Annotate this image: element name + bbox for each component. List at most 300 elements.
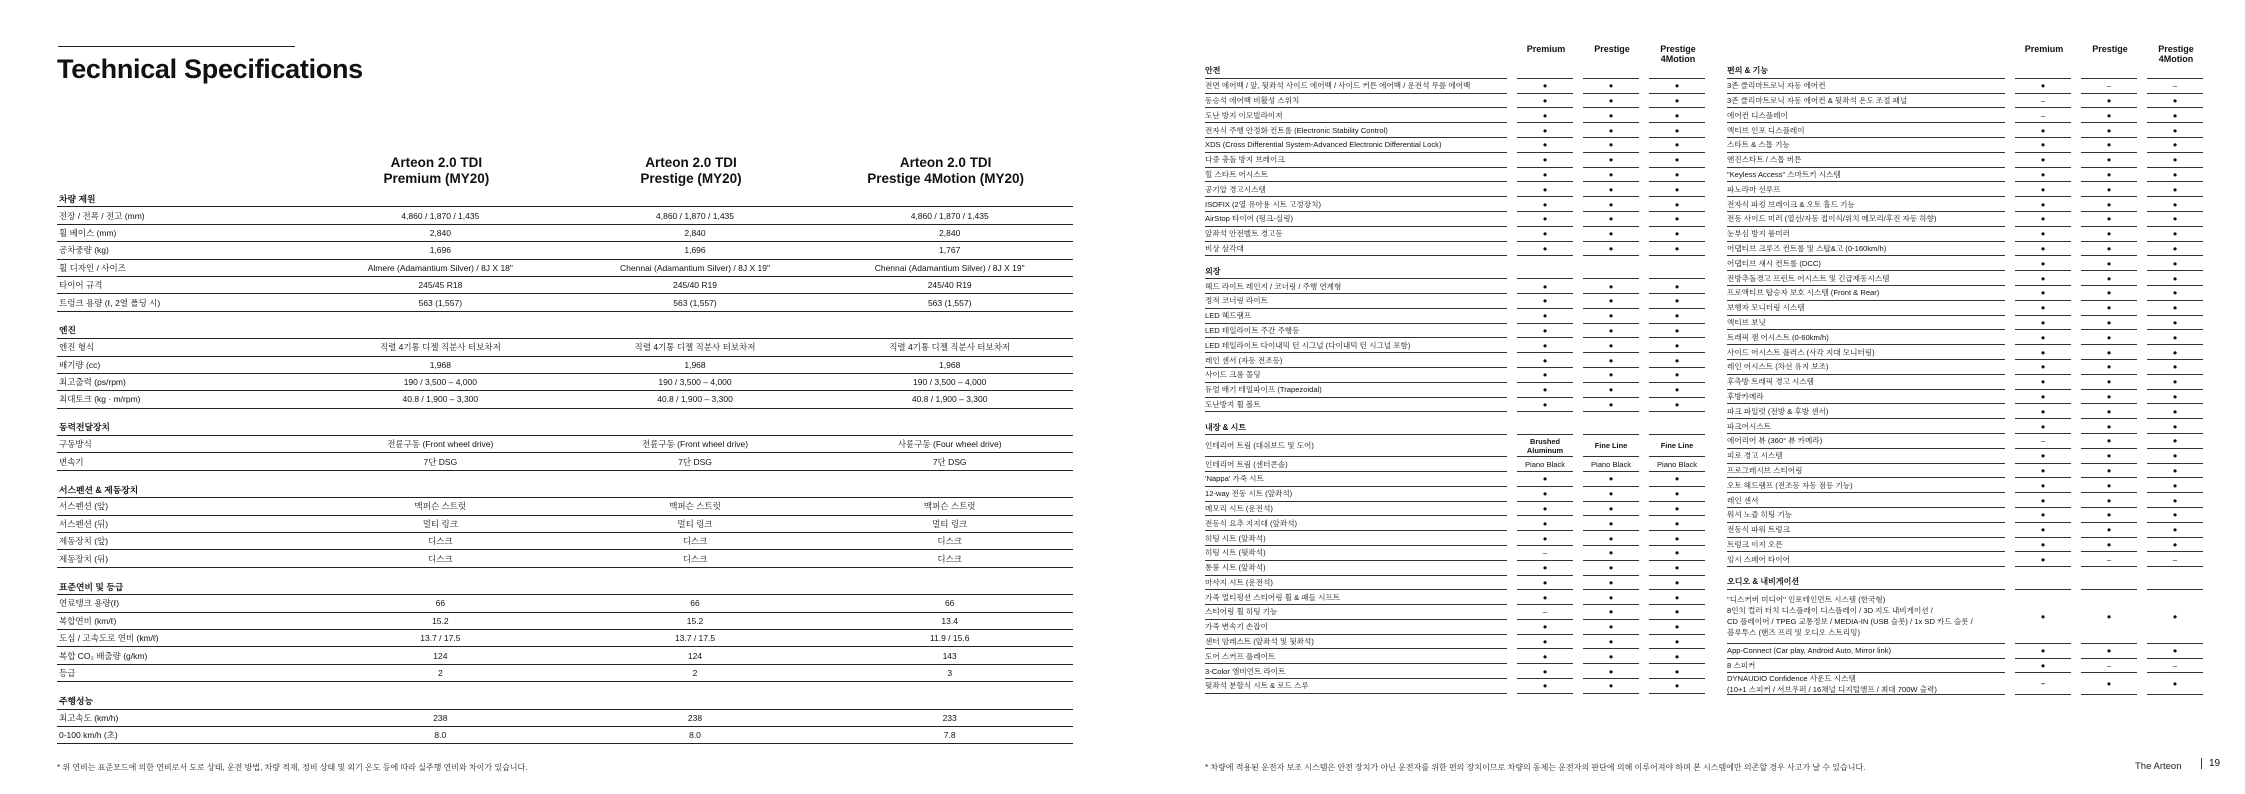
- spec-value: 40.8 / 1,900 – 3,300: [911, 394, 988, 405]
- spec-value: 245/40 R19: [927, 280, 972, 291]
- spec-row: [57, 277, 1073, 294]
- equipment-row: [1727, 590, 2205, 644]
- equipment-row: [1205, 472, 1707, 487]
- equipment-availability: ●: [2147, 478, 2203, 493]
- equipment-availability: Fine Line: [1649, 435, 1705, 457]
- equipment-availability: Piano Black: [1517, 457, 1573, 472]
- equipment-availability: ●: [1583, 309, 1639, 324]
- spec-value: 디스크: [428, 553, 453, 564]
- equipment-availability: ●: [1583, 383, 1639, 398]
- spec-row: [57, 294, 1073, 311]
- equipment-availability: ●: [2081, 138, 2137, 153]
- equipment-availability: ●: [2015, 523, 2071, 538]
- spec-row: [57, 550, 1073, 567]
- spec-value: 563 (1,557): [927, 297, 972, 308]
- equipment-availability: ●: [2081, 345, 2137, 360]
- equipment-availability: ●: [1649, 353, 1705, 368]
- equipment-availability: ●: [1649, 108, 1705, 123]
- equipment-row: [1205, 338, 1707, 353]
- equipment-availability: ●: [1649, 94, 1705, 109]
- equipment-row: [1727, 434, 2205, 449]
- equipment-availability: ●: [1583, 279, 1639, 294]
- equipment-label: 마사지 시트 (운전석): [1205, 576, 1507, 591]
- equipment-label: LED 테일라이트 주간 주행등: [1205, 324, 1507, 339]
- equipment-availability: ●: [2147, 256, 2203, 271]
- equipment-availability: ●: [1649, 590, 1705, 605]
- spec-row: [57, 630, 1073, 647]
- spec-value: 66: [944, 598, 955, 609]
- spec-section-title: 차량 제원: [59, 193, 96, 204]
- spec-value: 8.0: [689, 730, 701, 741]
- equipment-label: 스티어링 휠 히팅 기능: [1205, 605, 1507, 620]
- equipment-row: [1727, 227, 2205, 242]
- equipment-availability: ●: [1583, 531, 1639, 546]
- equipment-availability: ●: [1517, 398, 1573, 413]
- equipment-availability: ●: [2147, 108, 2203, 123]
- spec-value: 7단 DSG: [423, 456, 458, 467]
- equipment-availability: ●: [2147, 508, 2203, 523]
- equipment-availability: ●: [2081, 94, 2137, 109]
- equipment-label: 스타트 & 스톱 기능: [1727, 138, 2005, 153]
- equipment-label: 후방카메라: [1727, 390, 2005, 405]
- equipment-availability: ●: [1649, 197, 1705, 212]
- equipment-row: [1727, 464, 2205, 479]
- equipment-availability: ●: [2081, 464, 2137, 479]
- equipment-availability: ●: [1583, 664, 1639, 679]
- equipment-availability: ●: [1583, 94, 1639, 109]
- equipment-availability: ●: [2081, 434, 2137, 449]
- spec-value: 124: [687, 650, 703, 661]
- equipment-availability: ●: [2015, 538, 2071, 553]
- spec-value: 238: [433, 712, 448, 723]
- equipment-row: [1205, 108, 1707, 123]
- equipment-availability: ●: [1649, 561, 1705, 576]
- equipment-availability: Brushed Aluminum: [1517, 435, 1573, 457]
- equipment-row: [1727, 212, 2205, 227]
- equipment-availability: ●: [2147, 212, 2203, 227]
- equipment-section-title: 내장 & 시트: [1205, 420, 1507, 435]
- spec-row-label: 제동장치 (앞): [59, 536, 109, 547]
- equipment-availability: ●: [1583, 546, 1639, 561]
- equipment-availability: ●: [1583, 620, 1639, 635]
- equipment-availability: [2147, 64, 2203, 79]
- equipment-row: [1727, 644, 2205, 659]
- equipment-availability: ●: [2015, 227, 2071, 242]
- equipment-availability: ●: [2147, 316, 2203, 331]
- equipment-availability: [2147, 575, 2203, 590]
- spec-row-label: 엔진 형식: [59, 342, 95, 353]
- spec-row-label: 0-100 km/h (초): [59, 730, 118, 741]
- equipment-availability: ●: [1649, 472, 1705, 487]
- spec-row-label: 변속기: [59, 456, 84, 467]
- equipment-availability: ●: [1517, 108, 1573, 123]
- equipment-availability: ●: [2081, 673, 2137, 695]
- equipment-availability: ●: [1517, 472, 1573, 487]
- equipment-label: 레인 센서: [1727, 493, 2005, 508]
- equipment-availability: ●: [1517, 679, 1573, 694]
- spec-row: [57, 727, 1073, 744]
- equipment-availability: ●: [1649, 546, 1705, 561]
- equipment-row: [1727, 94, 2205, 109]
- spec-row-label: 전장 / 전폭 / 전고 (mm): [59, 210, 145, 221]
- equipment-availability: ●: [2015, 79, 2071, 94]
- equipment-label: 에어컨 디스플레이: [1727, 108, 2005, 123]
- spec-row: [57, 374, 1073, 391]
- spec-value: 3: [947, 667, 953, 678]
- equipment-label: 가죽 멀티펑션 스티어링 휠 & 패들 시프트: [1205, 590, 1507, 605]
- equipment-availability: ●: [1649, 398, 1705, 413]
- equipment-section-title: 편의 & 기능: [1727, 64, 2005, 79]
- spec-value: 7단 DSG: [678, 456, 712, 467]
- equipment-label: 3존 클리마트로닉 자동 에어컨 & 뒷좌석 온도 조절 패널: [1727, 94, 2005, 109]
- equipment-availability: ●: [1583, 108, 1639, 123]
- equipment-availability: ●: [2147, 153, 2203, 168]
- equipment-availability: ●: [2081, 123, 2137, 138]
- equipment-availability: ●: [2147, 673, 2203, 695]
- equipment-availability: [1517, 420, 1573, 435]
- equipment-availability: ●: [1517, 324, 1573, 339]
- equipment-label: 동승석 에어백 비활성 스위치: [1205, 94, 1507, 109]
- equipment-label: 다중 충돌 방지 브레이크: [1205, 153, 1507, 168]
- equipment-row: [1205, 664, 1707, 679]
- spec-value: 66: [435, 598, 446, 609]
- equipment-availability: –: [2015, 94, 2071, 109]
- equipment-label: 도어 스커프 플레이트: [1205, 649, 1507, 664]
- equipment-label: XDS (Cross Differential System-Advanced Electronic Differential Lock): [1205, 138, 1507, 153]
- equipment-availability: [1583, 264, 1639, 279]
- equipment-availability: ●: [1517, 531, 1573, 546]
- equipment-availability: ●: [2081, 197, 2137, 212]
- equipment-availability: ●: [1583, 79, 1639, 94]
- equipment-label: 워셔 노즐 히팅 기능: [1727, 508, 2005, 523]
- spec-value: 사륜구동 (Four wheel drive): [897, 439, 1002, 450]
- equipment-label: 프로그레시브 스티어링: [1727, 464, 2005, 479]
- spec-row: [57, 225, 1073, 242]
- equipment-availability: –: [1517, 546, 1573, 561]
- spec-row-label: 최고출력 (ps/rpm): [59, 377, 126, 388]
- spec-value: 1,767: [939, 245, 961, 256]
- equipment-availability: ●: [2015, 390, 2071, 405]
- spec-body: [57, 190, 1073, 744]
- equipment-row: [1205, 561, 1707, 576]
- equipment-availability: ●: [1517, 94, 1573, 109]
- equipment-availability: ●: [1583, 338, 1639, 353]
- equipment-label: 3-Color 앰비언트 라이트: [1205, 664, 1507, 679]
- equipment-availability: ●: [2015, 330, 2071, 345]
- equipment-availability: ●: [1649, 576, 1705, 591]
- equipment-section-title: 외장: [1205, 264, 1507, 279]
- equipment-availability: [1517, 64, 1573, 79]
- equipment-availability: ●: [1583, 679, 1639, 694]
- spec-row-label: 복합연비 (km/ℓ): [59, 615, 117, 626]
- equipment-row: [1727, 449, 2205, 464]
- spec-row: [57, 357, 1073, 374]
- equipment-availability: ●: [2015, 123, 2071, 138]
- spec-row-label: 타이어 규격: [59, 280, 103, 291]
- spec-value: 15.2: [686, 615, 704, 626]
- equipment-availability: ●: [1583, 197, 1639, 212]
- section-gap: [57, 682, 1073, 692]
- equipment-section-title: 오디오 & 내비게이션: [1727, 575, 2005, 590]
- spec-section-title: 서스펜션 & 제동장치: [59, 484, 139, 495]
- equipment-availability: ●: [1583, 635, 1639, 650]
- equipment-availability: ●: [1583, 605, 1639, 620]
- equipment-availability: ●: [1583, 502, 1639, 517]
- equipment-availability: ●: [1517, 664, 1573, 679]
- equipment-availability: ●: [2015, 212, 2071, 227]
- equipment-availability: ●: [2147, 242, 2203, 257]
- spec-section-title: 엔진: [59, 325, 76, 336]
- spec-value: 40.8 / 1,900 – 3,300: [402, 394, 479, 405]
- equipment-availability: ●: [1517, 123, 1573, 138]
- equipment-availability: ●: [1517, 368, 1573, 383]
- equipment-label: 오토 헤드램프 (전조등 자동 점등 기능): [1727, 478, 2005, 493]
- equipment-row: [1205, 383, 1707, 398]
- spec-row: [57, 453, 1073, 470]
- equipment-row: [1727, 478, 2205, 493]
- equipment-availability: ●: [2081, 330, 2137, 345]
- equipment-label: 눈부심 방지 룸미러: [1727, 227, 2005, 242]
- equipment-availability: ●: [1517, 561, 1573, 576]
- equipment-label: 앞좌석 안전벨트 경고등: [1205, 227, 1507, 242]
- equipment-availability: ●: [2015, 182, 2071, 197]
- equipment-availability: ●: [2081, 271, 2137, 286]
- equipment-availability: ●: [1583, 561, 1639, 576]
- equipment-row: [1727, 345, 2205, 360]
- equipment-availability: ●: [2015, 644, 2071, 659]
- equipment-row: [1205, 502, 1707, 517]
- equipment-availability: ●: [1649, 649, 1705, 664]
- spec-row-label: 휠 디자인 / 사이즈: [59, 262, 126, 273]
- equipment-label: 센터 암레스트 (앞좌석 및 뒷좌석): [1205, 635, 1507, 650]
- left-page: [0, 0, 1122, 794]
- equipment-availability: ●: [1649, 138, 1705, 153]
- equipment-label: 파노라마 선루프: [1727, 182, 2005, 197]
- equipment-availability: ●: [2147, 419, 2203, 434]
- spec-value: 4,860 / 1,870 / 1,435: [910, 210, 989, 221]
- equipment-availability: –: [2081, 552, 2137, 567]
- spec-table: [57, 152, 1073, 744]
- spec-row-label: 구동방식: [59, 439, 92, 450]
- spec-value: 직렬 4기통 디젤 직분사 터보차저: [889, 342, 1011, 353]
- equipment-availability: ●: [2147, 404, 2203, 419]
- equipment-availability: ●: [1517, 197, 1573, 212]
- equipment-availability: ●: [2147, 590, 2203, 644]
- equipment-section-header: [1727, 575, 2205, 590]
- equipment-availability: ●: [2015, 464, 2071, 479]
- equipment-label: 전동식 파워 트렁크: [1727, 523, 2005, 538]
- spec-value: 15.2: [432, 615, 449, 626]
- spec-value: 디스크: [682, 553, 708, 564]
- equipment-availability: ●: [2081, 360, 2137, 375]
- equipment-availability: ●: [1583, 227, 1639, 242]
- equipment-availability: ●: [2147, 360, 2203, 375]
- spec-row: [57, 498, 1073, 515]
- equipment-availability: ●: [1649, 368, 1705, 383]
- equipment-row: [1205, 353, 1707, 368]
- spec-value: 맥퍼슨 스트럿: [414, 501, 467, 512]
- equipment-row: [1205, 457, 1707, 472]
- equipment-availability: ●: [2081, 404, 2137, 419]
- equipment-availability: ●: [2081, 590, 2137, 644]
- spec-row: [57, 516, 1073, 533]
- equipment-availability: ●: [1517, 153, 1573, 168]
- equipment-availability: ●: [2147, 375, 2203, 390]
- equipment-availability: ●: [1583, 182, 1639, 197]
- equipment-label: 힐 스타트 어시스트: [1205, 168, 1507, 183]
- equipment-label: 공기압 경고시스템: [1205, 182, 1507, 197]
- equipment-label: 사이드 크롬 몰딩: [1205, 368, 1507, 383]
- equipment-availability: ●: [1583, 153, 1639, 168]
- equipment-availability: ●: [1649, 212, 1705, 227]
- equipment-availability: ●: [2015, 493, 2071, 508]
- spec-value: 1,968: [429, 359, 451, 370]
- spec-value: 2: [692, 667, 698, 678]
- equipment-row: [1727, 108, 2205, 123]
- equipment-availability: [1649, 420, 1705, 435]
- equipment-availability: ●: [1649, 324, 1705, 339]
- equipment-availability: [1649, 264, 1705, 279]
- equipment-availability: ●: [1517, 502, 1573, 517]
- spec-row-label: 등급: [59, 667, 76, 678]
- spec-row-label: 서스펜션 (뒤): [59, 518, 109, 529]
- equipment-section-header: [1205, 264, 1707, 279]
- equipment-row: [1727, 508, 2205, 523]
- equipment-availability: ●: [2081, 478, 2137, 493]
- spec-row-label: 휠 베이스 (mm): [59, 227, 117, 238]
- equipment-label: 인테리어 트림 (센터콘솔): [1205, 457, 1507, 472]
- spec-row-label: 도심 / 고속도로 연비 (km/ℓ): [59, 633, 159, 644]
- equipment-label: 파크어시스트: [1727, 419, 2005, 434]
- equipment-availability: ●: [2147, 538, 2203, 553]
- equipment-availability: ●: [2147, 286, 2203, 301]
- spec-row-label: 최대토크 (kg · m/rpm): [59, 394, 141, 405]
- spec-row: [57, 242, 1073, 259]
- equipment-row: [1727, 182, 2205, 197]
- equipment-availability: ●: [1583, 516, 1639, 531]
- spec-value: 1,968: [684, 359, 706, 370]
- equipment-row: [1727, 123, 2205, 138]
- equipment-availability: ●: [1583, 487, 1639, 502]
- equipment-availability: ●: [2015, 301, 2071, 316]
- equipment-row: [1205, 546, 1707, 561]
- equipment-availability: ●: [1649, 279, 1705, 294]
- spec-value: Almere (Adamantium Silver) / 8J X 18": [367, 262, 513, 273]
- equipment-availability: [1583, 420, 1639, 435]
- equipment-label: 전동식 요추 지지대 (앞좌석): [1205, 516, 1507, 531]
- equipment-availability: ●: [2015, 404, 2071, 419]
- equipment-availability: ●: [1649, 309, 1705, 324]
- section-gap: [57, 409, 1073, 419]
- equipment-availability: ●: [1649, 227, 1705, 242]
- equipment-availability: ●: [2081, 493, 2137, 508]
- equipment-availability: ●: [1517, 79, 1573, 94]
- equipment-availability: [2081, 575, 2137, 590]
- spec-value: 맥퍼슨 스트럿: [669, 501, 721, 512]
- equipment-availability: ●: [2147, 138, 2203, 153]
- equipment-availability: ●: [2081, 644, 2137, 659]
- equipment-row: [1205, 123, 1707, 138]
- equipment-availability: ●: [1583, 398, 1639, 413]
- equipment-row: [1727, 538, 2205, 553]
- equipment-row: [1727, 271, 2205, 286]
- equipment-availability: [2015, 64, 2071, 79]
- spec-value: 디스크: [937, 536, 962, 547]
- equipment-availability: ●: [1583, 212, 1639, 227]
- spec-value: 190 / 3,500 – 4,000: [658, 377, 732, 388]
- equipment-label: 히팅 시트 (앞좌석): [1205, 531, 1507, 546]
- equipment-availability: ●: [1517, 279, 1573, 294]
- spec-value: 245/45 R18: [418, 280, 463, 291]
- spec-section-title: 주행성능: [59, 695, 93, 706]
- equipment-label: 전면 에어백 / 앞, 뒷좌석 사이드 에어백 / 사이드 커튼 에어백 / 운전석 무릎 에어백: [1205, 79, 1507, 94]
- spec-row-label: 연료탱크 용량(ℓ): [59, 598, 120, 609]
- equipment-row: [1727, 493, 2205, 508]
- spec-row-label: 트렁크 용량 (ℓ, 2열 폴딩 시): [59, 297, 161, 308]
- equipment-row: [1205, 182, 1707, 197]
- equipment-label: 엔진스타트 / 스톱 버튼: [1727, 153, 2005, 168]
- equipment-availability: ●: [1583, 353, 1639, 368]
- equipment-label: 도난방지 휠 볼트: [1205, 398, 1507, 413]
- equipment-availability: ●: [1583, 649, 1639, 664]
- equipment-availability: ●: [2081, 256, 2137, 271]
- equipment-availability: ●: [2015, 345, 2071, 360]
- spec-value: 디스크: [682, 536, 708, 547]
- equipment-label: 전동 사이드 미러 (열선/자동 접이식/위치 메모리/후진 자동 하향): [1727, 212, 2005, 227]
- equipment-availability: Fine Line: [1583, 435, 1639, 457]
- spec-value: 2: [437, 667, 443, 678]
- equipment-availability: ●: [2147, 197, 2203, 212]
- model-header-premium: Arteon 2.0 TDI Premium (MY20): [383, 155, 490, 186]
- spec-value: 245/40 R19: [673, 280, 717, 291]
- equipment-section-header: [1727, 64, 2205, 79]
- equipment-availability: ●: [1649, 338, 1705, 353]
- equipment-availability: ●: [2081, 390, 2137, 405]
- equipment-availability: ●: [2015, 197, 2071, 212]
- equipment-row: [1727, 360, 2205, 375]
- equipment-row: [1727, 523, 2205, 538]
- equipment-availability: ●: [1517, 487, 1573, 502]
- spec-section-header: [57, 692, 1073, 709]
- spec-value: 1,696: [684, 245, 706, 256]
- spec-value: 40.8 / 1,900 – 3,300: [657, 394, 733, 405]
- equipment-label: 전방추돌경고 프런트 어시스트 및 긴급제동시스템: [1727, 271, 2005, 286]
- spec-value: 전륜구동 (Front wheel drive): [387, 439, 494, 450]
- equipment-availability: ●: [2147, 493, 2203, 508]
- equipment-section-title: 안전: [1205, 64, 1507, 79]
- equipment-section-header: [1205, 420, 1707, 435]
- equipment-availability: ●: [2147, 330, 2203, 345]
- equipment-label: 피로 경고 시스템: [1727, 449, 2005, 464]
- model-header-prestige-4motion: Arteon 2.0 TDI Prestige 4Motion (MY20): [867, 155, 1025, 186]
- equipment-availability: ●: [2015, 508, 2071, 523]
- equipment-availability: ●: [1583, 590, 1639, 605]
- equipment-row: [1727, 138, 2205, 153]
- equipment-label: "Keyless Access" 스마트키 시스템: [1727, 168, 2005, 183]
- equipment-label: App-Connect (Car play, Android Auto, Mirror link): [1727, 644, 2005, 659]
- title-rule: [58, 46, 295, 47]
- equipment-label: 에어리어 뷰 (360° 뷰 카메라): [1727, 434, 2005, 449]
- spec-row-label: 복합 CO₂ 배출량 (g/km): [59, 650, 148, 661]
- spec-value: 1,968: [939, 359, 961, 370]
- spec-value: 13.7 / 17.5: [674, 633, 716, 644]
- spec-value: 4,860 / 1,870 / 1,435: [656, 210, 734, 221]
- equipment-row: [1205, 620, 1707, 635]
- spec-value: 11.9 / 15.6: [929, 633, 970, 644]
- equipment-availability: ●: [1583, 368, 1639, 383]
- equipment-row: [1205, 212, 1707, 227]
- spec-row: [57, 533, 1073, 550]
